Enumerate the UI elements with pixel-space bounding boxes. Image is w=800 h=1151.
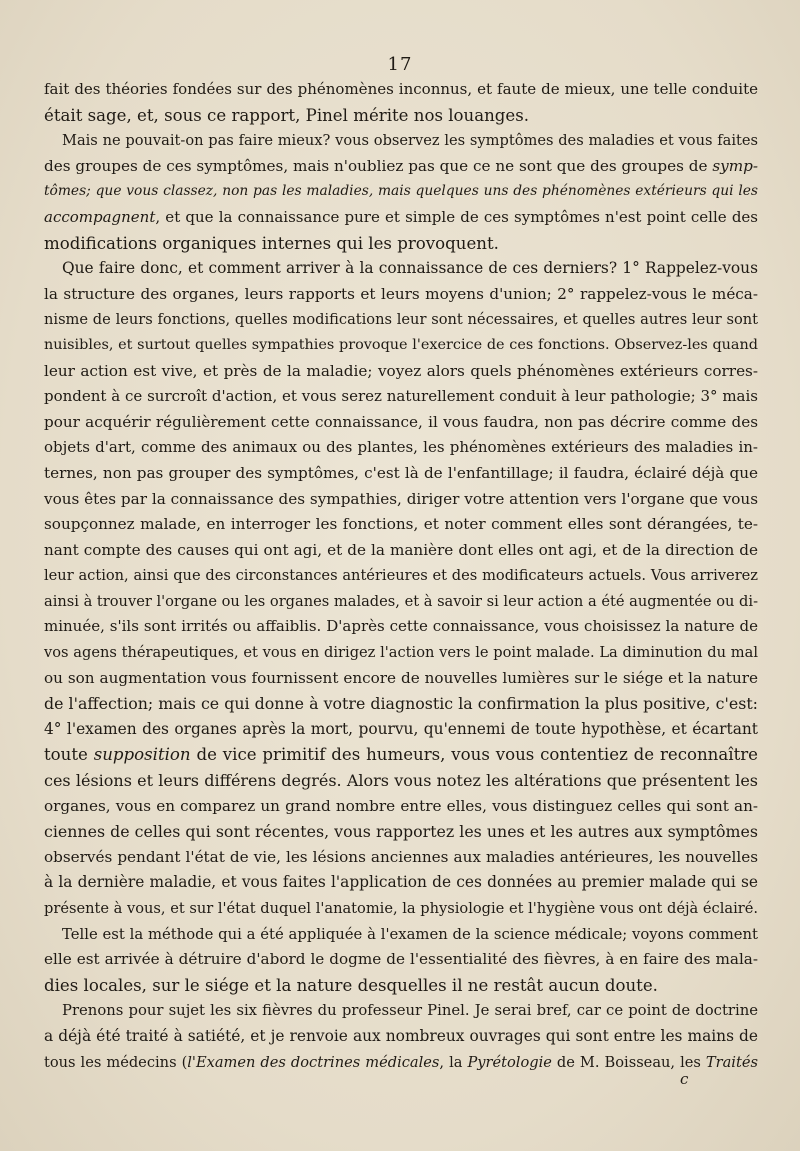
text-line: objets d'art, comme des animaux ou des plantes, les phénomènes extérieurs des maladies in- bbox=[44, 438, 758, 457]
signature-mark: c bbox=[680, 1070, 689, 1088]
text-line: pour acquérir régulièrement cette connaissance, il vous faudra, non pas décrire comme des bbox=[44, 412, 758, 431]
text-line: nisme de leurs fonctions, quelles modifications leur sont nécessaires, et quelles autres leur sont bbox=[44, 311, 758, 329]
text-line: ternes, non pas grouper des symptômes, c'est là de l'enfantillage; il faudra, éclairé déjà que bbox=[44, 463, 758, 482]
text-line: ainsi à trouver l'organe ou les organes malades, et à savoir si leur action a été augmentée ou di- bbox=[44, 592, 758, 610]
text-line: ciennes de celles qui sont récentes, vous rapportez les unes et les autres aux symptômes bbox=[44, 822, 758, 842]
text-line: organes, vous en comparez un grand nombre entre elles, vous distinguez celles qui sont an- bbox=[44, 796, 758, 815]
text-line: Prenons pour sujet les six fièvres du professeur Pinel. Je serai bref, car ce point de doctrine bbox=[62, 1002, 758, 1020]
text-line: présente à vous, et sur l'état duquel l'anatomie, la physiologie et l'hygiène vous ont déjà éclairé. bbox=[44, 900, 758, 917]
text-line: Telle est la méthode qui a été appliquée à l'examen de la science médicale; voyons comment bbox=[62, 925, 758, 943]
text-line bbox=[44, 179, 758, 205]
text-line: vos agens thérapeutiques, et vous en dirigez l'action vers le point malade. La diminution du mal bbox=[44, 644, 758, 662]
italic-text: Pyrétologie bbox=[467, 1053, 552, 1071]
text-line: minuée, s'ils sont irrités ou affaiblis. D'après cette connaissance, vous choisissez la nature de bbox=[44, 617, 758, 636]
text-line: vous êtes par la connaissance des sympathies, diriger votre attention vers l'organe que vous bbox=[44, 489, 758, 508]
text-line: Mais ne pouvait-on pas faire mieux? vous observez les symptômes des maladies et vous faites bbox=[62, 132, 758, 150]
text-line: était sage, et, sous ce rapport, Pinel mérite nos louanges. bbox=[44, 105, 530, 125]
italic-text: symp- bbox=[712, 156, 758, 175]
italic-text: accompagnent bbox=[44, 207, 156, 226]
text-line: Que faire donc, et comment arriver à la connaissance de ces derniers? 1° Rappelez-vous bbox=[62, 259, 758, 278]
page-number: 17 bbox=[387, 54, 413, 75]
body-text bbox=[44, 77, 758, 1075]
text-line: de l'affection; mais ce qui donne à votre diagnostic la confirmation la plus positive, c'est: bbox=[44, 694, 758, 714]
text-line: à la dernière maladie, et vous faites l'application de ces données au premier malade qui se bbox=[44, 873, 758, 892]
text-line: elle est arrivée à détruire d'abord le dogme de l'essentialité des fièvres, à en faire des mala- bbox=[44, 950, 758, 969]
text-line: nuisibles, et surtout quelles sympathies provoque l'exercice de ces fonctions. Observez-les quand bbox=[44, 336, 758, 353]
text-line: modifications organiques internes qui les provoquent. bbox=[44, 233, 499, 253]
text-line: pondent à ce surcroît d'action, et vous serez naturellement conduit à leur pathologie; 3° mais bbox=[44, 387, 758, 406]
text-line: la structure des organes, leurs rapports et leurs moyens d'union; 2° rappelez-vous le méca- bbox=[44, 284, 758, 303]
text-line: des groupes de ces symptômes, mais n'oubliez pas que ce ne sont que des groupes de symp- bbox=[44, 156, 758, 175]
text-line: dies locales, sur le siége et la nature desquelles il ne restât aucun doute. bbox=[44, 975, 658, 995]
text-line: tous les médecins (l'Examen des doctrines médicales, la Pyrétologie de M. Boisseau, les Traités bbox=[44, 1053, 758, 1071]
text-line: observés pendant l'état de vie, les lésions anciennes aux maladies antérieures, les nouvelles bbox=[44, 847, 758, 866]
italic-text: supposition bbox=[93, 745, 191, 765]
text-line: ces lésions et leurs différens degrés. Alors vous notez les altérations que présentent les bbox=[44, 771, 758, 791]
text-line: leur action, ainsi que des circonstances antérieures et des modificateurs actuels. Vous arriverez bbox=[44, 567, 758, 585]
text-line: soupçonnez malade, en interroger les fonctions, et noter comment elles sont dérangées, te- bbox=[44, 515, 758, 534]
text-line: accompagnent, et que la connaissance pure et simple de ces symptômes n'est point celle des bbox=[44, 207, 758, 226]
text-line: fait des théories fondées sur des phénomènes inconnus, et faute de mieux, une telle conduite bbox=[44, 80, 758, 98]
italic-text: tômes; que vous classez, non pas les maladies, mais quelques uns des phénomènes extérieurs qui les bbox=[44, 183, 758, 200]
italic-text: l'Examen des doctrines médicales bbox=[187, 1053, 440, 1071]
italic-text: Traités bbox=[705, 1053, 758, 1071]
text-line: a déjà été traité à satiété, et je renvoie aux nombreux ouvrages qui sont entre les mains de bbox=[44, 1026, 758, 1045]
text-line: nant compte des causes qui ont agi, et de la manière dont elles ont agi, et de la direction de bbox=[44, 540, 758, 559]
text-line: 4° l'examen des organes après la mort, pourvu, qu'ennemi de toute hypothèse, et écartant bbox=[44, 719, 758, 738]
text-line: leur action est vive, et près de la maladie; voyez alors quels phénomènes extérieurs corres- bbox=[44, 361, 758, 380]
text-line: ou son augmentation vous fournissent encore de nouvelles lumières sur le siége et la nature bbox=[44, 668, 758, 687]
text-line: toute supposition de vice primitif des humeurs, vous vous contentiez de reconnaître bbox=[44, 745, 758, 765]
